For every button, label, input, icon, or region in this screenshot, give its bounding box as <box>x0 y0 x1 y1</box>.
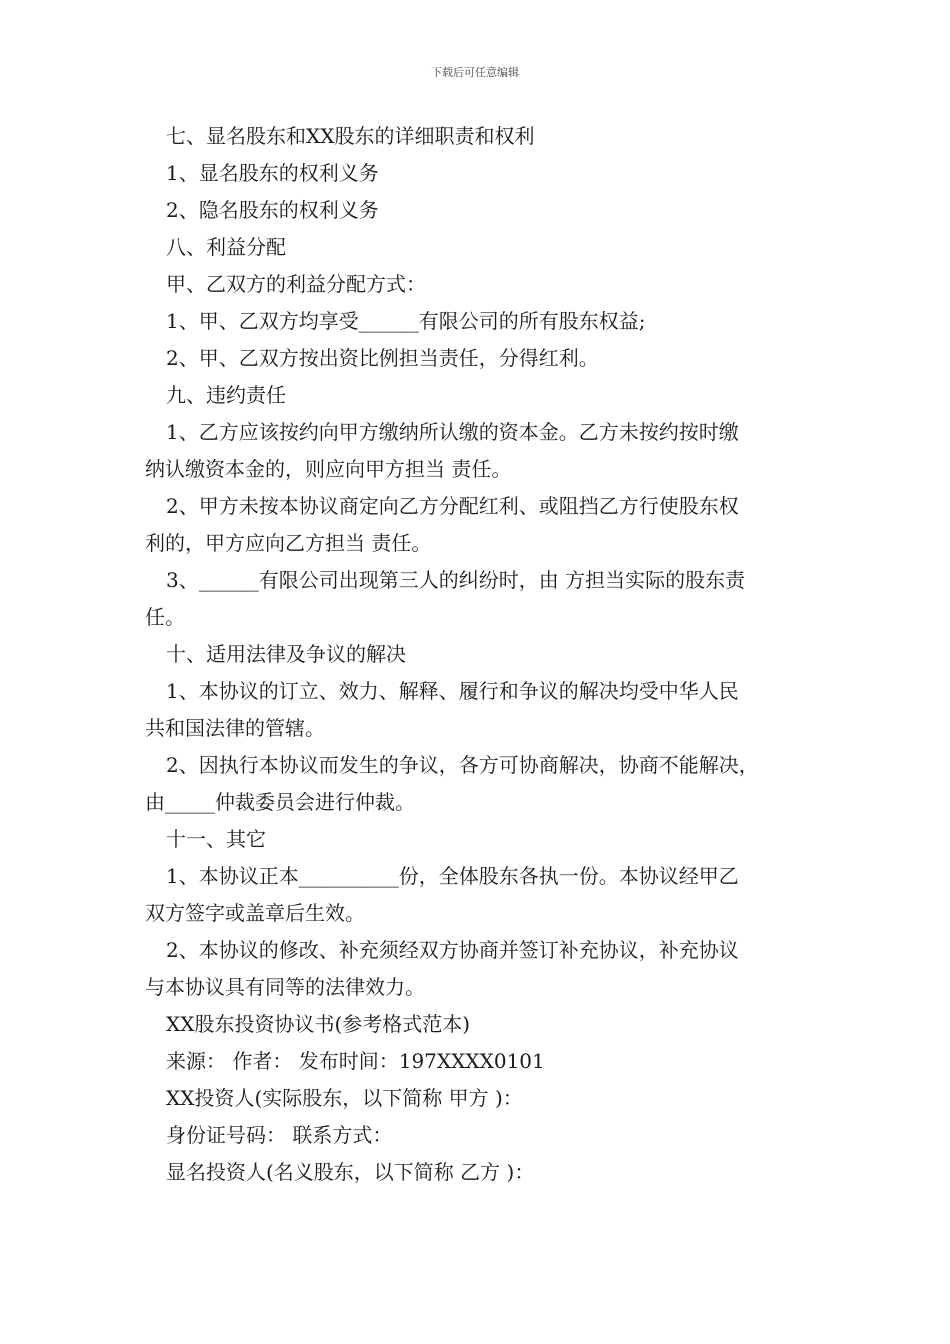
party-b-line: 显名投资人(名义股东，以下简称 乙方 )： <box>166 1160 535 1184</box>
paragraph-continuation: 共和国法律的管辖。 <box>145 716 325 740</box>
party-a-line: XX投资人(实际股东，以下简称 甲方 )： <box>166 1086 523 1110</box>
paragraph-continuation: 任。 <box>145 605 185 629</box>
paragraph-continuation: 纳认缴资本金的，则应向甲方担当 责任。 <box>145 457 512 481</box>
paragraph: 甲、乙双方的利益分配方式： <box>166 272 426 296</box>
section-heading: 十、适用法律及争议的解决 <box>166 642 406 666</box>
paragraph-continuation: 与本协议具有同等的法律效力。 <box>145 975 425 999</box>
paragraph: 1、本协议正本__________份，全体股东各执一份。本协议经甲乙 <box>166 864 739 888</box>
paragraph: 2、甲、乙双方按出资比例担当责任，分得红利。 <box>166 346 599 370</box>
section-heading: 七、显名股东和XX股东的详细职责和权利 <box>166 124 535 148</box>
paragraph: 1、本协议的订立、效力、解释、履行和争议的解决均受中华人民 <box>166 679 739 703</box>
paragraph: 2、隐名股东的权利义务 <box>166 198 379 222</box>
paragraph-continuation: 由_____仲裁委员会进行仲裁。 <box>145 790 415 814</box>
source-line: 来源： 作者： 发布时间：197XXXX0101 <box>166 1049 545 1073</box>
page-header: 下载后可任意编辑 <box>431 66 519 79</box>
section-heading: 十一、其它 <box>166 827 266 851</box>
paragraph: 2、因执行本协议而发生的争议，各方可协商解决，协商不能解决， <box>166 753 759 777</box>
document-body <box>145 118 815 1191</box>
paragraph-continuation: 双方签字或盖章后生效。 <box>145 901 365 925</box>
paragraph: 1、甲、乙双方均享受______有限公司的所有股东权益; <box>166 309 646 333</box>
section-heading: 九、违约责任 <box>166 383 286 407</box>
id-contact-line: 身份证号码： 联系方式： <box>166 1123 393 1147</box>
paragraph: 2、甲方未按本协议商定向乙方分配红利、或阻挡乙方行使股东权 <box>166 494 739 518</box>
paragraph: 1、显名股东的权利义务 <box>166 161 379 185</box>
paragraph-continuation: 利的，甲方应向乙方担当 责任。 <box>145 531 432 555</box>
document-title: XX股东投资协议书(参考格式范本) <box>166 1012 471 1036</box>
section-heading: 八、利益分配 <box>166 235 286 259</box>
paragraph: 1、乙方应该按约向甲方缴纳所认缴的资本金。乙方未按约按时缴 <box>166 420 739 444</box>
paragraph: 2、本协议的修改、补充须经双方协商并签订补充协议，补充协议 <box>166 938 739 962</box>
paragraph: 3、______有限公司出现第三人的纠纷时，由 方担当实际的股东责 <box>166 568 746 592</box>
